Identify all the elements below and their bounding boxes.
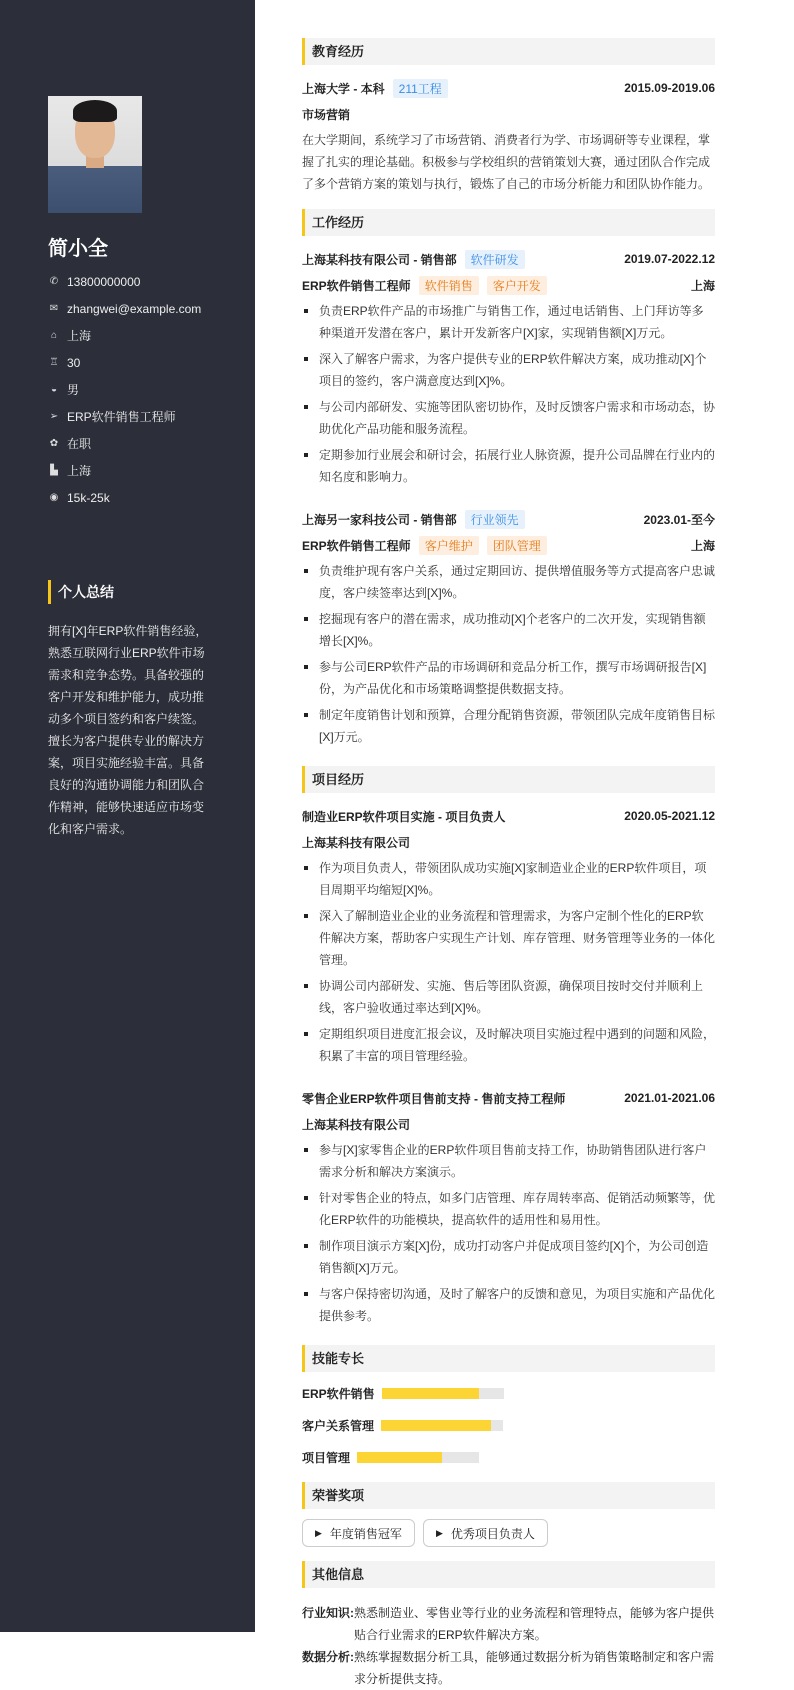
other-item bbox=[302, 1602, 715, 1646]
job-left bbox=[302, 250, 525, 269]
contact-text: ERP软件销售工程师 bbox=[67, 410, 176, 424]
job-date: 2019.07-2022.12 bbox=[624, 252, 715, 266]
summary-heading: 个人总结 bbox=[48, 580, 114, 604]
other-item bbox=[302, 1646, 715, 1690]
job-header bbox=[302, 506, 715, 532]
bullet: 定期组织项目进度汇报会议，及时解决项目实施过程中遇到的问题和风险，积累了丰富的项目管理经验。 bbox=[302, 1023, 715, 1067]
other-heading: 其他信息 bbox=[302, 1561, 715, 1588]
contact-text: zhangwei@example.com bbox=[67, 301, 202, 316]
bullet: 协调公司内部研发、实施、售后等团队资源，确保项目按时交付并顺利上线，客户验收通过率达到[X]%。 bbox=[302, 975, 715, 1019]
candidate-name: 简小全 bbox=[48, 238, 108, 260]
other-value: 熟悉制造业、零售业等行业的业务流程和管理特点，能够为客户提供贴合行业需求的ERP软件解决方案。 bbox=[354, 1606, 715, 1642]
job-bullets bbox=[302, 560, 715, 748]
company-tag: 软件研发 bbox=[465, 250, 525, 269]
contact-text: 男 bbox=[67, 383, 80, 397]
main-content bbox=[302, 38, 715, 1690]
skill-name: 项目管理 bbox=[302, 1450, 351, 1465]
project-company: 上海某科技有限公司 bbox=[302, 1117, 411, 1132]
contact-text: 30 bbox=[67, 355, 81, 370]
job-left bbox=[302, 510, 525, 529]
contact-text: 上海 bbox=[67, 329, 92, 343]
spacer bbox=[302, 1331, 715, 1345]
skill-fill bbox=[381, 1420, 491, 1431]
job-date: 2023.01-至今 bbox=[643, 512, 715, 527]
school: 上海大学 - 本科 bbox=[302, 81, 385, 96]
project-header bbox=[302, 803, 715, 829]
bullet: 针对零售企业的特点，如多门店管理、库存周转率高、促销活动频繁等，优化ERP软件的功能模块，提高软件的适用性和易用性。 bbox=[302, 1187, 715, 1231]
contact-list bbox=[48, 268, 201, 511]
skill-fill bbox=[382, 1388, 480, 1399]
job-header bbox=[302, 246, 715, 272]
projects-heading: 项目经历 bbox=[302, 766, 715, 793]
project-header bbox=[302, 1085, 715, 1111]
role-tag: 客户维护 bbox=[419, 536, 479, 555]
send-icon: ➢ bbox=[49, 411, 59, 422]
role-tag: 团队管理 bbox=[487, 536, 547, 555]
spacer bbox=[302, 752, 715, 766]
age-icon: ♖ bbox=[49, 357, 59, 368]
bullet: 制定年度销售计划和预算，合理分配销售资源，带领团队完成年度销售目标[X]万元。 bbox=[302, 704, 715, 748]
job-city: 上海 bbox=[690, 278, 715, 293]
skill-item bbox=[302, 1382, 514, 1404]
contact-item bbox=[48, 457, 201, 484]
contact-text: 13800000000 bbox=[67, 274, 141, 289]
bullet: 作为项目负责人，带领团队成功实施[X]家制造业企业的ERP软件项目，项目周期平均缩短[X]%。 bbox=[302, 857, 715, 901]
spacer bbox=[302, 492, 715, 506]
role-left bbox=[302, 276, 547, 295]
project-bullets bbox=[302, 857, 715, 1067]
skill-bar bbox=[357, 1452, 479, 1463]
job-role-row bbox=[302, 532, 715, 558]
major: 市场营销 bbox=[302, 107, 351, 122]
company-tag: 行业领先 bbox=[465, 510, 525, 529]
bullet: 定期参加行业展会和研讨会，拓展行业人脉资源，提升公司品牌在行业内的知名度和影响力。 bbox=[302, 444, 715, 488]
skill-item bbox=[302, 1446, 514, 1468]
role-left bbox=[302, 536, 547, 555]
contact-text: 上海 bbox=[67, 464, 92, 478]
contact-item bbox=[48, 349, 201, 376]
school-tag: 211工程 bbox=[393, 79, 448, 98]
awards-heading: 荣誉奖项 bbox=[302, 1482, 715, 1509]
award-badge bbox=[302, 1519, 415, 1547]
contact-text: 15k-25k bbox=[67, 490, 110, 505]
bullet: 深入了解客户需求，为客户提供专业的ERP软件解决方案，成功推动[X]个项目的签约，客户满意度达到[X]%。 bbox=[302, 348, 715, 392]
contact-item bbox=[48, 484, 201, 511]
bullet: 挖掘现有客户的潜在需求，成功推动[X]个老客户的二次开发，实现销售额增长[X]%。 bbox=[302, 608, 715, 652]
job-role: ERP软件销售工程师 bbox=[302, 538, 411, 553]
project-bullets bbox=[302, 1139, 715, 1327]
award-label: 优秀项目负责人 bbox=[450, 1526, 535, 1541]
skill-name: 客户关系管理 bbox=[302, 1418, 375, 1433]
contact-item bbox=[48, 322, 201, 349]
project-name: 制造业ERP软件项目实施 - 项目负责人 bbox=[302, 809, 506, 824]
bullet: 与客户保持密切沟通，及时了解客户的反馈和意见，为项目实施和产品优化提供参考。 bbox=[302, 1283, 715, 1327]
role-tag: 客户开发 bbox=[487, 276, 547, 295]
work-heading: 工作经历 bbox=[302, 209, 715, 236]
sidebar bbox=[0, 0, 255, 1632]
other-key: 行业知识: bbox=[302, 1606, 354, 1620]
job-bullets bbox=[302, 300, 715, 488]
contact-item bbox=[48, 430, 201, 457]
spacer bbox=[302, 1071, 715, 1085]
phone-icon: ✆ bbox=[49, 276, 59, 287]
award-label: 年度销售冠军 bbox=[329, 1526, 402, 1541]
avatar bbox=[48, 96, 142, 213]
bullet: 参与公司ERP软件产品的市场调研和竞品分析工作，撰写市场调研报告[X]份，为产品优化和市场策略调整提供数据支持。 bbox=[302, 656, 715, 700]
role-tag: 软件销售 bbox=[419, 276, 479, 295]
project-date: 2020.05-2021.12 bbox=[624, 809, 715, 823]
job-role: ERP软件销售工程师 bbox=[302, 278, 411, 293]
status-icon: ✿ bbox=[49, 438, 59, 449]
other-value: 熟练掌握数据分析工具，能够通过数据分析为销售策略制定和客户需求分析提供支持。 bbox=[354, 1650, 715, 1686]
education-desc: 在大学期间，系统学习了市场营销、消费者行为学、市场调研等专业课程，掌握了扎实的理论基础。积极参与学校组织的营销策划大赛，通过团队合作完成了多个营销方案的策划与执行，锻炼了自己的市场分析能力和团队协作能力。 bbox=[302, 133, 711, 191]
play-icon: ▶ bbox=[315, 1527, 322, 1538]
skill-name: ERP软件销售 bbox=[302, 1386, 375, 1401]
job-role-row bbox=[302, 272, 715, 298]
award-badge bbox=[423, 1519, 548, 1547]
education-row bbox=[302, 75, 715, 101]
skill-bar bbox=[382, 1388, 504, 1399]
contact-text: 在职 bbox=[67, 437, 92, 451]
bullet: 参与[X]家零售企业的ERP软件项目售前支持工作，协助销售团队进行客户需求分析和解决方案演示。 bbox=[302, 1139, 715, 1183]
project-date: 2021.01-2021.06 bbox=[624, 1091, 715, 1105]
bullet: 负责ERP软件产品的市场推广与销售工作，通过电话销售、上门拜访等多种渠道开发潜在客户，累计开发新客户[X]家，实现销售额[X]万元。 bbox=[302, 300, 715, 344]
job-city: 上海 bbox=[690, 538, 715, 553]
contact-item bbox=[48, 376, 201, 403]
skills-heading: 技能专长 bbox=[302, 1345, 715, 1372]
salary-icon: ◉ bbox=[49, 492, 59, 503]
bullet: 深入了解制造业企业的业务流程和管理需求，为客户定制个性化的ERP软件解决方案，帮助客户实现生产计划、库存管理、财务管理等业务的一体化管理。 bbox=[302, 905, 715, 971]
company: 上海某科技有限公司 - 销售部 bbox=[302, 252, 457, 267]
bullet: 制作项目演示方案[X]份，成功打动客户并促成项目签约[X]个，为公司创造销售额[X]万元。 bbox=[302, 1235, 715, 1279]
play-icon: ▶ bbox=[435, 1527, 443, 1538]
contact-item bbox=[48, 295, 201, 322]
bullet: 负责维护现有客户关系，通过定期回访、提供增值服务等方式提高客户忠诚度，客户续签率达到[X]%。 bbox=[302, 560, 715, 604]
contact-item bbox=[48, 403, 201, 430]
gender-icon: ◒ bbox=[50, 384, 58, 395]
company: 上海另一家科技公司 - 销售部 bbox=[302, 512, 457, 527]
mail-icon: ✉ bbox=[49, 303, 59, 314]
bullet: 与公司内部研发、实施等团队密切协作，及时反馈客户需求和市场动态，协助优化产品功能和服务流程。 bbox=[302, 396, 715, 440]
education-heading: 教育经历 bbox=[302, 38, 715, 65]
building-icon: ▙ bbox=[50, 465, 58, 476]
home-icon: ⌂ bbox=[50, 330, 58, 341]
skill-fill bbox=[357, 1452, 442, 1463]
summary-text: 拥有[X]年ERP软件销售经验，熟悉互联网行业ERP软件市场需求和竞争态势。具备较强的客户开发和维护能力，成功推动多个项目签约和客户续签。擅长为客户提供专业的解决方案，项目实施经验丰富。具备良好的沟通协调能力和团队合作精神，能够快速适应市场变化和客户需求。 bbox=[48, 624, 208, 836]
other-key: 数据分析: bbox=[302, 1650, 354, 1664]
project-company: 上海某科技有限公司 bbox=[302, 835, 411, 850]
contact-item bbox=[48, 268, 201, 295]
project-name: 零售企业ERP软件项目售前支持 - 售前支持工程师 bbox=[302, 1091, 566, 1106]
education-date: 2015.09-2019.06 bbox=[624, 81, 715, 95]
skill-item bbox=[302, 1414, 514, 1436]
skill-bar bbox=[381, 1420, 503, 1431]
